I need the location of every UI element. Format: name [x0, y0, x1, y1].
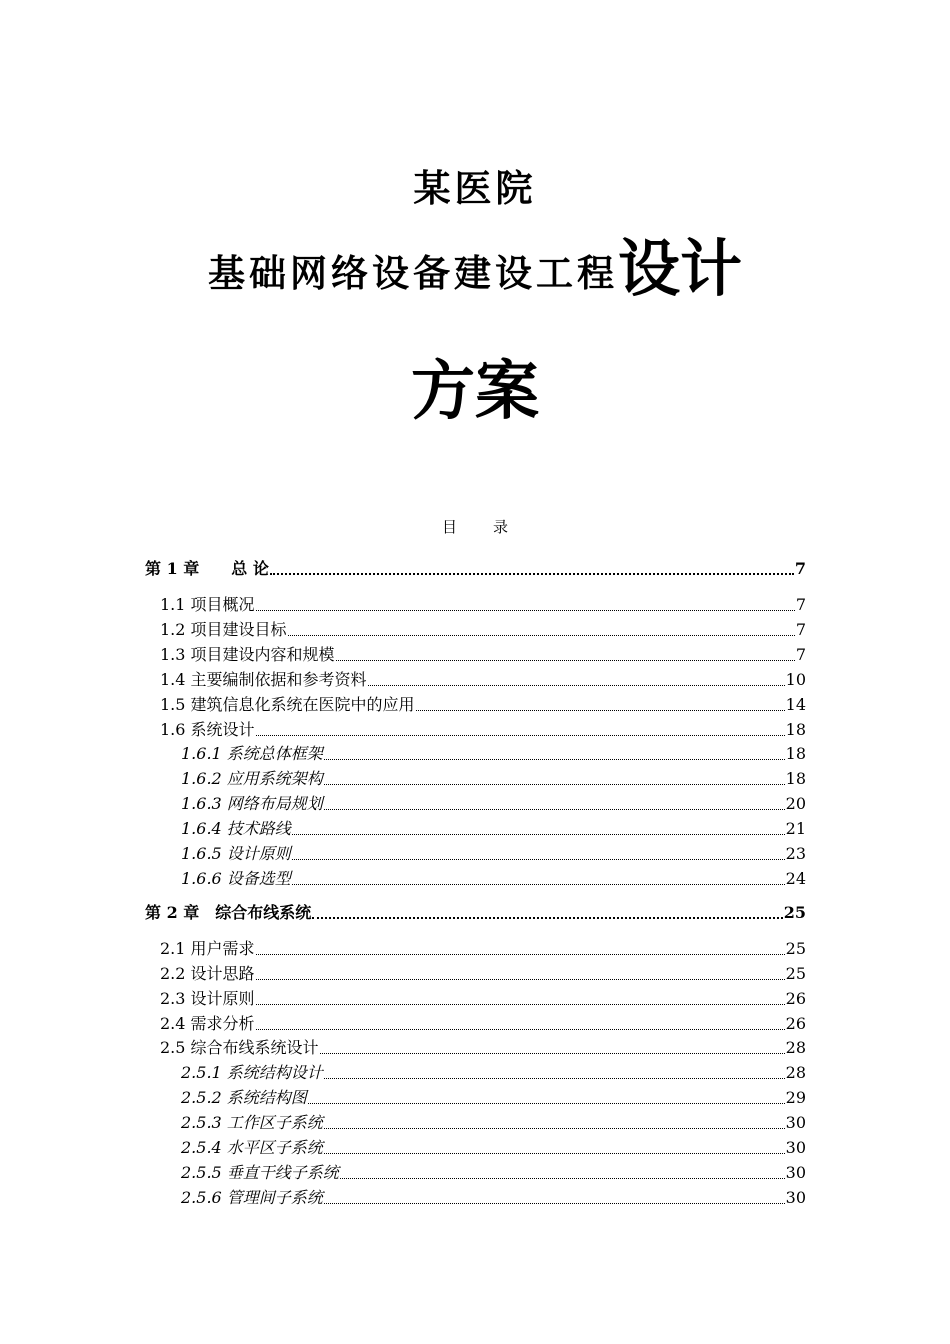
toc-page-number: 25	[785, 963, 806, 983]
toc-page-number: 28	[785, 1063, 806, 1083]
toc-dot-leader	[324, 783, 785, 785]
toc-dot-leader	[288, 634, 795, 636]
toc-entry-label: 2.5.2 系统结构图	[181, 1088, 307, 1108]
toc-dot-leader	[270, 572, 794, 575]
toc-page-number: 20	[785, 794, 806, 814]
toc-entry-label: 1.5 建筑信息化系统在医院中的应用	[160, 694, 415, 714]
toc-page-number: 18	[785, 769, 806, 789]
toc-dot-leader	[256, 1028, 785, 1030]
toc-dot-leader	[256, 953, 785, 955]
title-line-2-large: 设计	[617, 232, 742, 305]
toc-chapter-entry[interactable]	[145, 558, 806, 580]
toc-page-number: 24	[785, 868, 806, 888]
toc-entry[interactable]	[181, 1087, 806, 1109]
toc-heading: 目录	[441, 518, 544, 536]
toc-entry[interactable]	[181, 868, 806, 890]
toc-entry[interactable]	[160, 644, 806, 666]
toc-dot-leader	[324, 758, 785, 760]
toc-dot-leader	[256, 1003, 785, 1005]
toc-entry-label: 1.2 项目建设目标	[160, 619, 287, 639]
toc-page-number: 23	[785, 844, 806, 863]
toc-entry-label: 2.5.3 工作区子系统	[181, 1113, 323, 1133]
toc-page-number: 10	[785, 669, 806, 689]
toc-entry[interactable]	[160, 619, 806, 641]
toc-entry-label: 1.6.6 设备选型	[181, 868, 291, 888]
toc-entry[interactable]	[160, 669, 806, 691]
toc-entry[interactable]	[160, 963, 806, 985]
toc-page-number: 14	[785, 694, 806, 714]
toc-page-number: 26	[785, 1013, 806, 1033]
toc-page-number: 18	[785, 744, 806, 764]
toc-entry-label: 1.4 主要编制依据和参考资料	[160, 669, 367, 689]
toc-dot-leader	[324, 1152, 785, 1154]
toc-entry[interactable]	[181, 818, 806, 840]
toc-dot-leader	[292, 883, 785, 885]
toc-page-number: 28	[785, 1038, 806, 1058]
toc-dot-leader	[308, 1102, 785, 1104]
toc-page-number: 30	[785, 1138, 806, 1157]
toc-entry[interactable]	[160, 1013, 806, 1035]
toc-dot-leader	[324, 1127, 785, 1129]
title-line-1: 某医院	[413, 167, 537, 210]
toc-entry-label: 1.6.3 网络布局规划	[181, 794, 323, 814]
toc-chapter-entry[interactable]	[145, 902, 806, 924]
toc-entry-label: 2.5.4 水平区子系统	[181, 1138, 323, 1157]
toc-entry-label: 1.6.1 系统总体框架	[181, 744, 323, 764]
toc-entry[interactable]	[181, 793, 806, 815]
toc-page-number: 18	[785, 719, 806, 739]
toc-page-number: 29	[785, 1088, 806, 1108]
toc-entry[interactable]	[181, 1187, 806, 1209]
toc-entry-label: 2.5.6 管理间子系统	[181, 1187, 323, 1207]
toc-dot-leader	[336, 659, 795, 661]
toc-entry-label: 1.6 系统设计	[160, 719, 255, 739]
toc-page-number: 7	[794, 559, 806, 578]
toc-dot-leader	[292, 858, 785, 860]
toc-entry-label: 2.5 综合布线系统设计	[160, 1038, 319, 1058]
toc-entry-label: 1.6.4 技术路线	[181, 819, 291, 839]
toc-entry-label: 1.3 项目建设内容和规模	[160, 644, 335, 664]
toc-page-number: 30	[785, 1187, 806, 1207]
toc-page-number: 30	[785, 1113, 806, 1133]
toc-entry[interactable]	[160, 594, 806, 616]
toc-entry[interactable]	[181, 743, 806, 765]
toc-dot-leader	[292, 833, 785, 835]
toc-entry[interactable]	[160, 988, 806, 1010]
toc-page-number: 7	[795, 644, 806, 664]
toc-page-number: 7	[795, 619, 806, 639]
title-line-3: 方案	[411, 355, 539, 429]
toc-entry-label: 1.1 项目概况	[160, 595, 255, 614]
toc-entry-label: 1.6.2 应用系统架构	[181, 769, 323, 789]
toc-dot-leader	[324, 808, 785, 810]
toc-dot-leader	[368, 684, 785, 686]
toc-page-number: 26	[785, 988, 806, 1008]
toc-entry[interactable]	[160, 938, 806, 960]
toc-dot-leader	[324, 1077, 785, 1079]
toc-entry-label: 2.5.1 系统结构设计	[181, 1063, 323, 1083]
toc-dot-leader	[312, 916, 782, 919]
toc-entry[interactable]	[160, 719, 806, 741]
toc-dot-leader	[416, 709, 785, 711]
toc-entry-label: 1.6.5 设计原则	[181, 844, 291, 863]
toc-page-number: 21	[785, 819, 806, 839]
toc-page-number: 7	[795, 595, 806, 614]
toc-dot-leader	[340, 1177, 785, 1179]
toc-entry[interactable]	[181, 768, 806, 790]
toc-page-number: 25	[783, 902, 806, 922]
title-line-2	[0, 234, 950, 309]
toc-entry[interactable]	[160, 694, 806, 716]
toc-entry[interactable]	[181, 1162, 806, 1184]
toc-page-number: 25	[785, 938, 806, 958]
title-line-2-main: 基础网络设备建设工程	[207, 252, 618, 295]
toc-dot-leader	[256, 734, 785, 736]
toc-entry-label: 2.1 用户需求	[160, 938, 255, 958]
toc-entry-label: 2.3 设计原则	[160, 988, 255, 1008]
toc-entry[interactable]	[181, 1112, 806, 1134]
toc-dot-leader	[256, 609, 795, 611]
toc-entry-label: 2.2 设计思路	[160, 963, 255, 983]
toc-entry-label: 2.4 需求分析	[160, 1013, 255, 1033]
toc-dot-leader	[256, 978, 785, 980]
toc-entry-label: 第 1 章 总 论	[145, 559, 269, 578]
toc-dot-leader	[324, 1202, 785, 1204]
toc-entry[interactable]	[160, 1037, 806, 1059]
toc-entry-label: 第 2 章 综合布线系统	[145, 902, 312, 922]
toc-dot-leader	[320, 1052, 785, 1054]
toc-page-number: 30	[785, 1162, 806, 1182]
toc-entry[interactable]	[181, 843, 806, 865]
toc-entry[interactable]	[181, 1062, 806, 1084]
toc-entry-label: 2.5.5 垂直干线子系统	[181, 1162, 339, 1182]
toc-entry[interactable]	[181, 1137, 806, 1159]
